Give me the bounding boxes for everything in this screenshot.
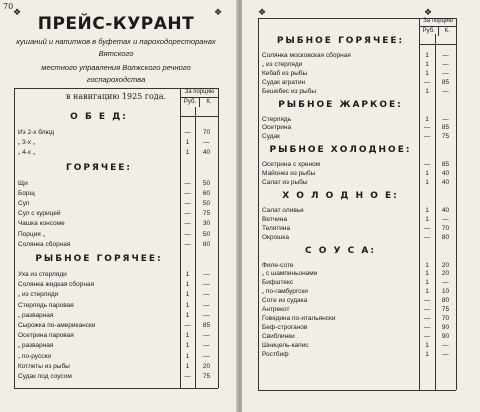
item-price-kop: 50	[202, 200, 211, 207]
item-name: Стерлядь	[262, 115, 292, 123]
item-price-kop: —	[442, 350, 449, 358]
item-price-kop: 75	[441, 306, 450, 313]
left-page	[0, 0, 238, 412]
item-price-rub: 1	[425, 69, 429, 77]
item-price-rub: 1	[425, 206, 429, 214]
item-price-kop: 90	[441, 332, 450, 340]
item-price-rub: —	[184, 240, 191, 248]
item-name: Бифштекс	[262, 279, 294, 287]
menu-item-row	[262, 269, 456, 278]
section-heading: РЫБНОЕ ЖАРКОЕ:	[278, 99, 403, 110]
menu-item-row	[18, 189, 218, 198]
item-name: Майонез из рыбы	[262, 170, 316, 178]
item-name: Суп	[18, 200, 30, 207]
header-rule	[180, 116, 218, 117]
menu-item-row	[18, 280, 218, 289]
item-price-rub: 1	[425, 87, 429, 95]
item-price-kop: 20	[441, 261, 450, 269]
item-name: Осетрина	[262, 124, 292, 132]
item-price-rub: 1	[425, 60, 429, 68]
item-price-kop: —	[442, 60, 449, 68]
item-name: Соте из судака	[262, 297, 308, 305]
item-price-rub: —	[423, 78, 431, 86]
menu-item-row	[18, 230, 218, 239]
item-price-kop: 75	[202, 373, 211, 380]
rub-header: Руб.	[420, 27, 439, 36]
menu-item-row	[18, 362, 218, 371]
item-price-kop: 20	[441, 270, 450, 278]
item-price-rub: 1	[185, 342, 190, 350]
menu-item-row	[18, 341, 218, 350]
menu-item-row	[262, 314, 456, 323]
menu-item-row	[18, 290, 218, 299]
price-header-caption: За порцию	[420, 17, 456, 27]
item-price-rub: —	[184, 220, 191, 228]
item-name: Ростбиф	[262, 350, 289, 358]
item-name: Чашка консоме	[18, 220, 65, 228]
item-price-kop: —	[203, 281, 210, 289]
price-header-caption: За порцию	[181, 88, 218, 98]
item-price-rub: —	[423, 133, 431, 141]
item-price-kop: 40	[441, 179, 450, 186]
item-price-rub: —	[423, 306, 431, 313]
item-name: „ разварная	[18, 342, 54, 350]
item-price-kop: 70	[441, 224, 450, 232]
header-rule	[419, 44, 456, 45]
menu-item-row	[18, 372, 218, 381]
menu-item-row	[262, 87, 456, 96]
item-name: Солянка жидкая сборная	[18, 281, 95, 289]
item-price-kop: 85	[202, 322, 211, 329]
menu-item-row	[18, 148, 218, 157]
item-price-kop: —	[442, 69, 449, 77]
section-heading: РЫБНОЕ ХОЛОДНОЕ:	[269, 145, 412, 156]
item-name: Судак агратин	[262, 78, 306, 86]
item-name: Ветчина	[262, 215, 287, 223]
menu-item-row	[262, 224, 456, 233]
menu-item-row	[262, 287, 456, 296]
item-name: Шницель-капис	[262, 341, 309, 349]
item-name: Сырожка по-американски	[18, 322, 96, 329]
kop-header: К.	[444, 28, 450, 34]
item-price-rub: 1	[425, 288, 429, 296]
item-price-kop: —	[203, 301, 210, 309]
item-name: „ из стерляди	[262, 60, 303, 68]
item-price-kop: 85	[441, 161, 450, 169]
season-line: в навигацию 1925 года.	[65, 92, 167, 101]
item-name: Антрекот	[262, 306, 290, 313]
menu-item-row	[262, 169, 456, 178]
item-name: Беф-строганов	[262, 323, 308, 331]
item-name: Филе-соте	[262, 261, 294, 269]
item-price-kop: 80	[441, 297, 450, 305]
item-price-rub: 1	[185, 281, 190, 289]
menu-item-row	[18, 321, 218, 330]
item-name: „ с шампиньонами	[262, 270, 318, 278]
item-name: Уха из стерляди	[18, 271, 67, 278]
item-name: „ из стерляди	[18, 291, 59, 299]
section-heading: ГОРЯЧЕЕ:	[65, 162, 133, 173]
item-name: Осетрина паровая	[18, 332, 74, 340]
menu-item-row	[262, 233, 456, 242]
item-price-rub: 1	[425, 115, 429, 123]
item-price-kop: 30	[202, 220, 211, 228]
item-name: „ 3-х „	[18, 139, 35, 147]
ornament-icon: ❖	[214, 8, 223, 18]
menu-item-row	[262, 215, 456, 224]
item-price-kop: —	[442, 279, 449, 287]
menu-item-row	[18, 331, 218, 340]
section-heading: О Б Е Д:	[70, 112, 128, 122]
item-name: Солянка сборная	[18, 240, 71, 248]
item-price-kop: —	[203, 311, 210, 319]
item-price-rub: —	[184, 200, 191, 207]
item-name: Порция „	[18, 230, 45, 238]
item-name: Салат оливье	[262, 206, 304, 214]
section-heading: Х О Л О Д Н О Е:	[282, 190, 399, 201]
item-name: Борщ	[18, 189, 35, 197]
kop-header: К.	[206, 99, 212, 105]
item-price-rub: —	[423, 332, 431, 340]
item-price-rub: —	[423, 124, 431, 132]
item-name: Котлеты из рыбы	[18, 362, 70, 370]
item-name: „ по-русски	[18, 352, 51, 360]
item-name: Суп с курицей	[18, 210, 61, 218]
item-price-kop: 50	[202, 179, 211, 187]
menu-item-row	[262, 115, 456, 124]
price-header	[420, 17, 456, 36]
menu-item-row	[262, 160, 456, 169]
item-price-rub: —	[423, 314, 431, 322]
item-price-rub: —	[184, 129, 191, 136]
menu-item-row	[262, 323, 456, 332]
menu-item-row	[18, 301, 218, 310]
item-price-kop: 80	[441, 233, 450, 241]
menu-item-row	[18, 199, 218, 208]
left-page-number: 70	[3, 2, 14, 11]
item-price-kop: —	[203, 271, 210, 278]
item-price-kop: 90	[441, 323, 450, 331]
frame-line	[456, 18, 457, 390]
frame-line	[218, 88, 219, 388]
item-price-kop: 40	[202, 149, 211, 157]
item-price-rub: 1	[425, 270, 429, 278]
menu-item-row	[262, 69, 456, 78]
item-price-kop: 70	[441, 314, 450, 322]
subtitle-line: кушаний и напитков в буфетах и пароходоресторанах Вятского	[16, 37, 216, 58]
item-price-kop: —	[442, 87, 449, 95]
item-price-kop: 80	[202, 240, 211, 248]
menu-item-row	[18, 138, 218, 147]
item-price-rub: 1	[185, 311, 190, 319]
item-price-kop: —	[203, 139, 210, 147]
price-header	[181, 88, 218, 107]
item-name: Салат из рыбы	[262, 179, 308, 186]
section-heading: С О У С А:	[305, 245, 376, 256]
menu-item-row	[18, 270, 218, 279]
item-price-kop: 60	[202, 189, 211, 197]
item-price-kop: —	[442, 115, 449, 123]
item-price-rub: 1	[425, 52, 429, 59]
item-price-rub: 1	[425, 279, 429, 287]
item-name: Телятина	[262, 224, 291, 232]
item-price-rub: —	[184, 189, 191, 197]
item-price-rub: —	[423, 161, 431, 169]
menu-item-row	[262, 178, 456, 187]
menu-item-row	[18, 219, 218, 228]
item-price-kop: 10	[441, 288, 450, 296]
item-price-rub: —	[423, 323, 431, 331]
item-name: „ 4-х „	[18, 149, 35, 157]
menu-item-row	[18, 179, 218, 188]
item-price-rub: 1	[185, 332, 190, 340]
ornament-icon: ❖	[258, 8, 267, 18]
item-price-rub: 1	[185, 301, 190, 309]
item-name: Из 2-х блюд	[18, 129, 55, 136]
section-heading: РЫБНОЕ ГОРЯЧЕЕ:	[35, 254, 163, 264]
item-name: Стерлядь паровая	[18, 301, 74, 309]
page-title: ПРЕЙС-КУРАНТ	[37, 14, 195, 34]
item-price-kop: 20	[202, 362, 211, 370]
item-price-rub: —	[184, 322, 191, 329]
item-price-kop: —	[203, 352, 210, 360]
item-name: „ по-гамбургски	[262, 288, 308, 296]
item-price-kop: 40	[441, 206, 450, 214]
item-price-kop: —	[203, 342, 210, 350]
subtitle-line: местного управления Волжского речного госпароходства	[41, 63, 191, 84]
item-name: Солянка московская сборная	[262, 52, 351, 59]
item-price-kop: 40	[441, 170, 450, 178]
frame-line	[14, 388, 218, 389]
frame-line	[14, 88, 15, 388]
item-price-rub: 1	[185, 362, 190, 370]
menu-item-row	[18, 240, 218, 249]
item-price-rub: 1	[425, 350, 429, 358]
item-price-rub: 1	[425, 341, 429, 349]
item-name: Судак	[262, 133, 280, 141]
menu-item-row	[18, 352, 218, 361]
menu-item-row	[262, 123, 456, 132]
item-price-kop: 85	[441, 78, 450, 86]
item-name: Кебаб из рыбы	[262, 69, 308, 77]
item-price-rub: 1	[185, 149, 190, 157]
item-price-rub: 1	[425, 170, 429, 178]
menu-item-row	[18, 311, 218, 320]
item-price-rub: —	[184, 373, 191, 380]
item-price-rub: —	[184, 230, 191, 238]
item-price-rub: 1	[185, 271, 190, 278]
item-price-rub: 1	[425, 261, 429, 269]
item-name: Судак под соусом	[18, 373, 72, 380]
item-price-rub: —	[423, 224, 431, 232]
item-price-rub: 1	[425, 179, 429, 186]
item-name: Бешебес из рыбы	[262, 87, 317, 95]
menu-item-row	[262, 132, 456, 141]
menu-item-row	[262, 60, 456, 69]
menu-item-row	[262, 341, 456, 350]
item-price-rub: 1	[185, 291, 190, 299]
item-price-kop: —	[442, 341, 449, 349]
item-price-kop: 75	[441, 133, 450, 141]
item-price-kop: 75	[202, 210, 211, 218]
item-name: Щи	[18, 179, 28, 187]
frame-line	[258, 390, 456, 391]
ornament-icon: ❖	[424, 8, 433, 18]
menu-item-row	[262, 296, 456, 305]
item-price-kop: —	[203, 332, 210, 340]
menu-item-row	[262, 51, 456, 60]
menu-item-row	[262, 261, 456, 270]
item-name: Осетрина с хреном	[262, 161, 321, 169]
item-price-rub: —	[423, 297, 431, 305]
item-price-rub: 1	[185, 352, 190, 360]
frame-line	[258, 18, 259, 390]
item-price-kop: 85	[441, 124, 450, 132]
item-price-rub: —	[184, 179, 191, 187]
right-page	[242, 0, 480, 412]
item-price-rub: 1	[185, 139, 190, 147]
menu-item-row	[262, 350, 456, 359]
item-price-kop: 50	[202, 230, 211, 238]
menu-item-row	[18, 128, 218, 137]
menu-item-row	[262, 278, 456, 287]
menu-item-row	[262, 78, 456, 87]
ornament-icon: ❖	[13, 8, 22, 18]
item-name: „ разварная	[18, 311, 54, 319]
item-price-kop: —	[442, 215, 449, 223]
item-price-rub: —	[184, 210, 191, 218]
item-price-kop: —	[442, 52, 449, 59]
menu-item-row	[262, 305, 456, 314]
rub-header: Руб.	[181, 98, 200, 107]
item-name: Свиблинки	[262, 332, 295, 340]
item-price-kop: —	[203, 291, 210, 299]
menu-item-row	[262, 206, 456, 215]
item-name: Говядина по-итальянски	[262, 314, 336, 322]
menu-item-row	[18, 209, 218, 218]
item-price-rub: 1	[425, 215, 429, 223]
item-price-kop: 70	[202, 129, 211, 136]
section-heading: РЫБНОЕ ГОРЯЧЕЕ:	[276, 36, 405, 46]
menu-item-row	[262, 332, 456, 341]
item-name: Окрошка	[262, 233, 289, 241]
item-price-rub: —	[423, 233, 431, 241]
